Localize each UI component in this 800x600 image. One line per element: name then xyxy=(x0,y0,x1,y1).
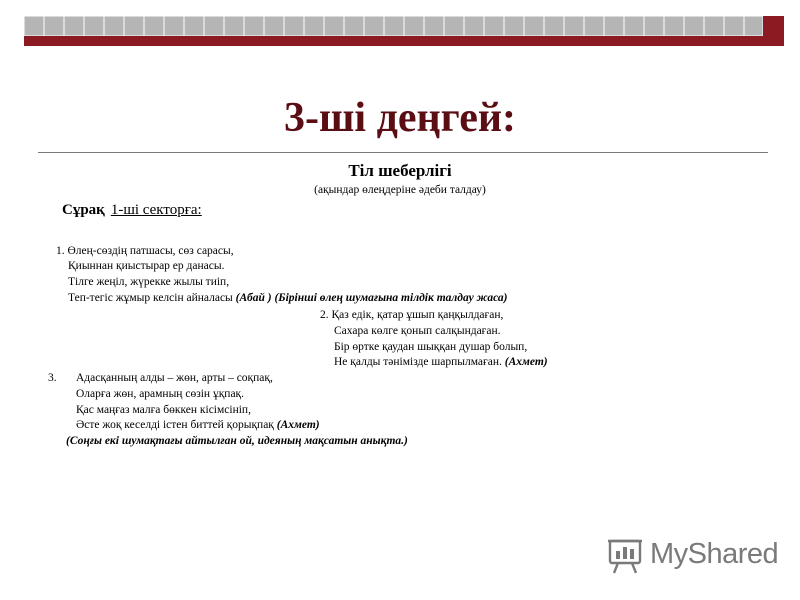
header-grid-cell xyxy=(124,16,144,36)
poem3-line-3: Қас маңғаз малға бөккен кісімсініп, xyxy=(76,404,251,416)
poem3-line-2: Оларға жөн, арамның сөзін ұқпақ. xyxy=(76,388,245,400)
header-grid-cell xyxy=(604,16,624,36)
header-grid-cell xyxy=(304,16,324,36)
header-grid-cell xyxy=(424,16,444,36)
header-grid-cell xyxy=(364,16,384,36)
header-grid-cell xyxy=(84,16,104,36)
header-grid-cell xyxy=(544,16,564,36)
header-grid-cell xyxy=(44,16,64,36)
subtitle-note: (ақындар өлеңдеріне әдеби талдау) xyxy=(314,184,486,196)
header-grid-cell xyxy=(404,16,424,36)
header-grid-cell xyxy=(624,16,644,36)
header-grid-cell xyxy=(744,16,763,36)
poem2-line-3: Бір өртке қаудан шыққан душар болып, xyxy=(334,341,528,353)
question-heading xyxy=(62,202,202,219)
question-target: 1-ші секторға: xyxy=(110,202,202,218)
watermark-text: MyShared xyxy=(650,538,779,570)
poem1-line-3: Тілге жеңіл, жүрекке жылы тиіп, xyxy=(68,276,230,288)
poem2-number: 2. xyxy=(320,309,329,321)
section-subtitle: Тіл шеберлігі xyxy=(348,161,452,180)
header-grid-cell xyxy=(684,16,704,36)
header-grid-cell xyxy=(244,16,264,36)
poem3-line-4 xyxy=(76,418,320,432)
poem3-number: 3. xyxy=(48,372,57,384)
title-divider xyxy=(38,152,768,153)
header-grid-cell xyxy=(644,16,664,36)
poem2-line-4 xyxy=(334,355,548,369)
poem1-line-4 xyxy=(68,291,508,305)
poem1-line-2: Қиыннан қиыстырар ер данасы. xyxy=(68,260,225,272)
header-grid-cell xyxy=(704,16,724,36)
poem1-author: (Абай ) xyxy=(235,292,272,304)
poem3-task-text: (Соңғы екі шумақтағы айтылған ой, идеяның мақсатын анықта.) xyxy=(66,435,408,447)
header-grid-cell xyxy=(184,16,204,36)
header-grid-cell xyxy=(164,16,184,36)
poem3-text: Әсте жоқ кеселді істен биттей қорықпақ xyxy=(76,419,274,431)
header-grid-cell xyxy=(724,16,744,36)
poem1-text: Өлең-сөздің патшасы, сөз сарасы, xyxy=(67,245,234,257)
header-grid-cell xyxy=(144,16,164,36)
header-grid-cell xyxy=(204,16,224,36)
header-grid-cell xyxy=(504,16,524,36)
poem1-number: 1. xyxy=(56,245,65,257)
header-grid-cell xyxy=(464,16,484,36)
poem1-line-1 xyxy=(56,244,234,258)
header-grid-cell xyxy=(664,16,684,36)
poem1-text: Теп-тегіс жұмыр келсін айналасы xyxy=(68,292,233,304)
poem3-line-1 xyxy=(48,371,273,385)
poem3-task xyxy=(66,434,408,448)
slide-title: 3-ші деңгей: xyxy=(283,95,517,141)
poem3-author: (Ахмет) xyxy=(276,419,320,431)
header-grid-cell xyxy=(384,16,404,36)
poem2-line-1 xyxy=(320,308,503,322)
header-grid-cell xyxy=(324,16,344,36)
header-grid-cell xyxy=(284,16,304,36)
poem2-author: (Ахмет) xyxy=(504,356,548,368)
header-grid-cell xyxy=(264,16,284,36)
header-grid-cell xyxy=(64,16,84,36)
poem2-text: Не қалды тәнімізде шарпылмаған. xyxy=(334,356,502,368)
poem1-task: (Бірінші өлең шумағына тілдік талдау жаса) xyxy=(274,292,508,304)
header-decor-bar xyxy=(0,0,800,60)
header-grid-cell xyxy=(524,16,544,36)
header-grid-cell xyxy=(24,16,44,36)
header-grid-cell xyxy=(584,16,604,36)
presentation-board-icon xyxy=(608,541,642,573)
header-grid-cell xyxy=(224,16,244,36)
poem2-text: Қаз едік, қатар ұшып қаңқылдаған, xyxy=(331,309,504,321)
header-grid-cell xyxy=(344,16,364,36)
question-label: Сұрақ xyxy=(62,202,105,218)
header-grid-cell xyxy=(564,16,584,36)
poem3-text: Адасқанның алды – жөн, арты – соқпақ, xyxy=(76,372,273,384)
header-grid-cell xyxy=(484,16,504,36)
header-grid-cell xyxy=(444,16,464,36)
poem2-line-2: Сахара көлге қонып салқындаған. xyxy=(334,325,501,337)
header-grid-cell xyxy=(104,16,124,36)
